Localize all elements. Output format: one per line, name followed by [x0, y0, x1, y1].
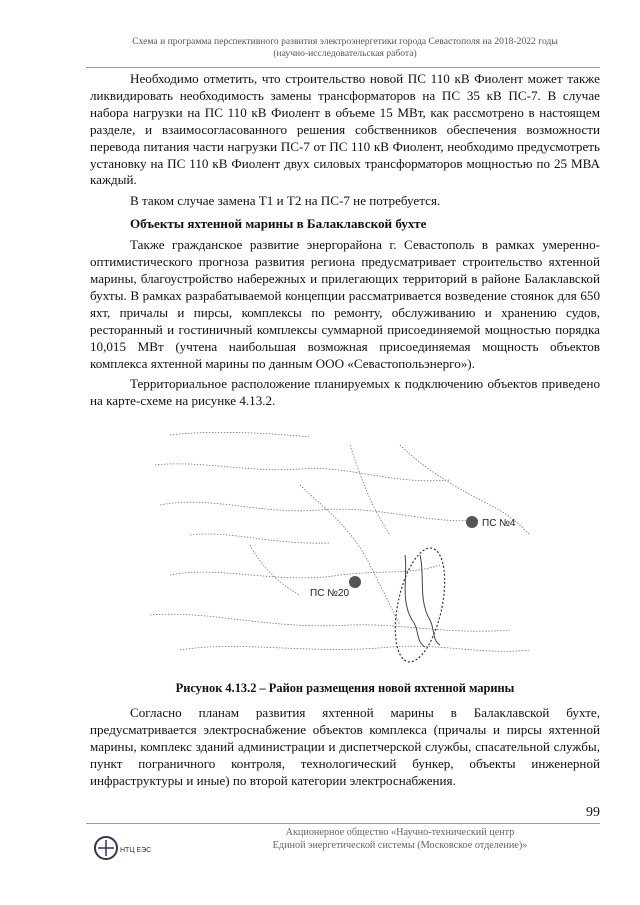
footer-line: Акционерное общество «Научно-технический центр [285, 827, 515, 838]
main-text [90, 71, 600, 410]
road-line [170, 565, 440, 578]
footer-divider [86, 823, 600, 824]
company-logo [92, 828, 162, 868]
page-footer [200, 826, 600, 852]
substation-marker-ps20 [349, 576, 361, 588]
figure-caption: Рисунок 4.13.2 – Район размещения новой яхтенной марины [175, 681, 515, 695]
marina-area-outline [386, 544, 453, 667]
footer-line: Единой энергетической системы (Московское отделение)» [272, 840, 528, 851]
logo-cross [98, 840, 114, 856]
coastline [180, 646, 530, 651]
paragraph: В таком случае замена Т1 и Т2 на ПС-7 не потребуется. [130, 193, 441, 209]
road-line [190, 534, 330, 543]
section-heading: Объекты яхтенной марины в Балаклавской бухте [130, 216, 427, 232]
map-figure [150, 425, 540, 675]
substation-marker-ps4 [466, 516, 478, 528]
map-scheme [150, 425, 540, 675]
paragraph: Согласно планам развития яхтенной марины в Балаклавской бухте, предусматривается электроснабжение объектов комплекса (причалы и пирсы яхтенной марины, комплекс зданий администрации и диспетчерской службы, спасательной службы, пункт пограничного контроля, технологический бункер, объекты инженерной инфраструктуры и иные) по второй категории электроснабжения. [90, 705, 600, 788]
paragraph: Необходимо отметить, что строительство новой ПС 110 кВ Фиолент может также ликвидировать необходимость замены трансформаторов на ПС 35 кВ ПС-7. В случае набора нагрузки на ПС 110 кВ Фиолент в объеме 15 МВт, как рассмотрено в настоящем разделе, и взаимосогласованного решения собственников обеспечения возможности перевода питания части нагрузки ПС-7 от ПС 110 кВ Фиолент, необходимо предусмотреть установку на ПС 110 кВ Фиолент двух силовых трансформаторов мощностью по 25 МВА каждый. [90, 71, 600, 188]
header-title: Схема и программа перспективного развития электроэнергетики города Севастополя на 2018-2022 годы [132, 36, 558, 47]
road-line [155, 464, 450, 481]
road-line [250, 545, 300, 595]
label-ps20: ПС №20 [310, 588, 350, 599]
paragraph: Также гражданское развитие энергорайона г. Севастополь в рамках умеренно-оптимистического прогноза развития региона предусматривает строительство яхтенной марины, благоустройство набережных и прилегающих территорий в районе Балаклавской бухты. В рамках разрабатываемой концепции рассматривается возведение стоянок для 650 яхт, причалы и пирсы, комплексы по ремонту, обслуживанию и хранению судов, ресторанный и гостиничный комплексы суммарной присоединяемой мощностью порядка 10,015 МВт (учтена наибольшая возможная присоединяемая мощность объектов комплекса яхтенной марины по данным ООО «Севастопольэнерго»). [90, 237, 600, 371]
road-line [300, 485, 400, 625]
header-subtitle: (научно-исследовательская работа) [273, 48, 417, 59]
page-header [90, 36, 600, 60]
logo-text: НТЦ ЕЭС [120, 847, 152, 854]
main-text-continued [90, 705, 600, 790]
road-line [170, 432, 310, 437]
bay-outline [420, 555, 440, 645]
label-ps4: ПС №4 [482, 518, 516, 529]
header-divider [86, 67, 600, 68]
road-line [350, 445, 390, 535]
coastline [150, 614, 510, 631]
paragraph: Территориальное расположение планируемых к подключению объектов приведено на карте-схеме на рисунке 4.13.2. [90, 376, 600, 409]
road-line [160, 502, 480, 521]
page-number: 99 [586, 805, 600, 820]
